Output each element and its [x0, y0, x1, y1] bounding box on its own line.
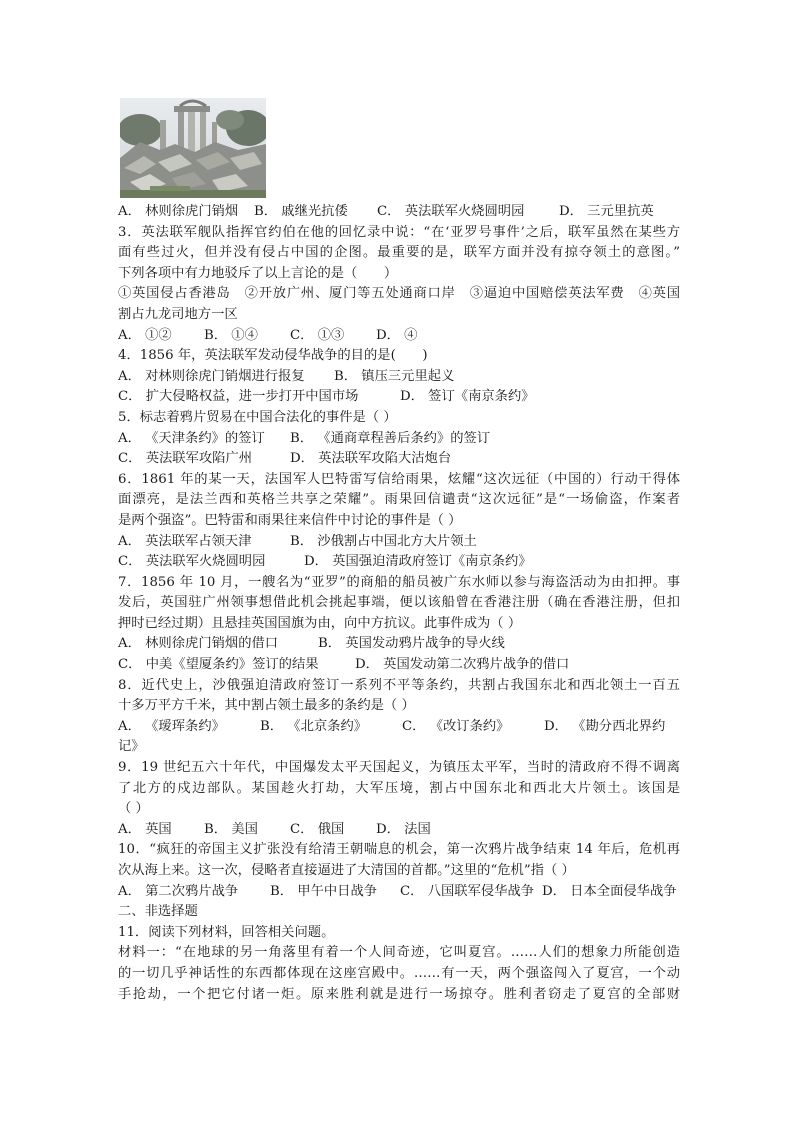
question-content: [118, 202, 680, 1005]
q5-stem: 5．标志着鸦片贸易在中国合法化的事件是（ ）: [118, 409, 397, 425]
q10-option-d[interactable]: D． 日本全面侵华战争: [542, 883, 677, 899]
q11-material-line-3: 手抢劫，一个把它付诸一炬。原来胜利就是进行一场掠夺。胜利者窃走了夏宫的全部财: [118, 986, 680, 1002]
q8-option-b[interactable]: B． 《北京条约》: [260, 718, 368, 734]
q4-option-c[interactable]: C． 扩大侵略权益，进一步打开中国市场: [118, 389, 359, 405]
q5-option-d[interactable]: D． 英法联军攻陷大沽炮台: [290, 451, 452, 467]
q3-stem-line-2: 面有些过火，但并没有侵占中国的企图。最重要的是，联军方面并没有掠夺领土的意图。”: [118, 245, 680, 261]
q8-options: [118, 717, 680, 738]
q11-material-line-1: 材料一：“在地球的另一角落里有着一个人间奇迹，它叫夏宫。……人们的想象力所能创造: [118, 945, 680, 961]
q5-options-row-1: [118, 429, 680, 450]
q6-option-d[interactable]: D． 英国强迫清政府签订《南京条约》: [304, 554, 532, 570]
q9-option-a[interactable]: A． 英国: [118, 821, 172, 837]
q11-material-line-2: 的一切几乎神话性的东西都体现在这座宫殿中。……有一天，两个强盗闯入了夏宫，一个动: [118, 965, 680, 981]
q9-option-d[interactable]: D． 法国: [376, 821, 431, 837]
q10-options: [118, 882, 680, 903]
q8-option-d[interactable]: D． 《勘分西北界约: [544, 718, 666, 734]
q3-option-a[interactable]: A． ①②: [118, 327, 172, 343]
q6-option-a[interactable]: A． 英法联军占领天津: [118, 533, 252, 549]
q4-stem: 4．1856 年，英法联军发动侵华战争的目的是( ): [118, 348, 428, 364]
q6-stem-line-2: 面漂亮，是法兰西和英格兰共享之荣耀”。雨果回信谴责“这次远征”是“一场偷盗，作案者: [118, 492, 680, 508]
q8-option-d-wrap: 记》: [118, 739, 145, 755]
q5-option-c[interactable]: C． 英法联军攻陷广州: [118, 451, 253, 467]
q7-option-c[interactable]: C． 中美《望厦条约》签订的结果: [118, 657, 319, 673]
q9-stem-line-3: （ ）: [118, 801, 149, 817]
q11-stem: 11．阅读下列材料，回答相关问题。: [118, 924, 335, 940]
q7-stem-line-2: 发后，英国驻广州领事想借此机会挑起事端，便以该船曾在香港注册（确在香港注册，但扣: [118, 595, 680, 611]
q10-stem-line-2: 次从海上来。这一次，侵略者直接逼进了大清国的首都。”这里的“危机”指（ ）: [118, 863, 575, 878]
q3-stem-line-3: 下列各项中有力地驳斥了以上言论的是（ ）: [118, 265, 398, 281]
q6-option-c[interactable]: C． 英法联军火烧圆明园: [118, 554, 266, 570]
q6-options-row-2: [118, 552, 680, 573]
q2-option-a[interactable]: A． 林则徐虎门销烟: [118, 204, 239, 219]
q7-stem-line-1: 7．1856 年 10 月，一艘名为“亚罗”的商船的船员被广东水师以参与海盗活动为由扣押。事: [118, 574, 680, 590]
q3-option-c[interactable]: C． ①③: [290, 327, 345, 343]
q2-option-b[interactable]: B． 戚继光抗倭: [254, 204, 348, 219]
q4-options-row-2: [118, 387, 680, 408]
q4-option-d[interactable]: D． 签订《南京条约》: [400, 389, 535, 405]
q6-stem-line-3: 是两个强盗”。巴特雷和雨果往来信件中讨论的事件是（ ）: [118, 512, 462, 528]
q5-options-row-2: [118, 449, 680, 470]
q9-stem-line-2: 了北方的戍边部队。某国趁火打劫，大军压境，割占中国东北和西北大片领土。该国是: [118, 780, 680, 796]
q7-stem-line-3: 押时已经过期）且悬挂英国国旗为由，向中方抗议。此事件成为（ ）: [118, 615, 522, 631]
q4-option-b[interactable]: B． 镇压三元里起义: [334, 368, 455, 384]
q10-option-c[interactable]: C． 八国联军侵华战争: [400, 883, 535, 899]
q5-option-a[interactable]: A． 《天津条约》的签订: [118, 430, 265, 446]
q10-option-b[interactable]: B． 甲午中日战争: [270, 883, 378, 899]
q7-option-b[interactable]: B． 英国发动鸦片战争的导火线: [318, 636, 505, 652]
q4-options-row-1: [118, 367, 680, 388]
q6-options-row-1: [118, 532, 680, 553]
q9-options: [118, 820, 680, 841]
ruins-photo: [120, 98, 266, 198]
q3-stem-line-1: 3．英法联军舰队指挥官约伯在他的回忆录中说：“在‘亚罗号事件’之后，联军虽然在某些方: [118, 224, 680, 240]
q9-option-c[interactable]: C． 俄国: [290, 821, 345, 837]
q9-stem-line-1: 9．19 世纪五六十年代，中国爆发太平天国起义，为镇压太平军，当时的清政府不得不调离: [118, 760, 680, 776]
q7-option-a[interactable]: A． 林则徐虎门销烟的借口: [118, 636, 279, 652]
q7-option-d[interactable]: D． 英国发动第二次鸦片战争的借口: [355, 657, 570, 673]
q2-option-d[interactable]: D． 三元里抗英: [559, 204, 654, 219]
q9-option-b[interactable]: B． 美国: [204, 821, 258, 837]
q7-options-row-1: [118, 634, 680, 655]
q4-option-a[interactable]: A． 对林则徐虎门销烟进行报复: [118, 368, 305, 384]
section-heading: 二、非选择题: [118, 904, 198, 920]
q3-option-b[interactable]: B． ①④: [204, 327, 258, 343]
q8-option-c[interactable]: C． 《改订条约》: [402, 718, 510, 734]
q5-option-b[interactable]: B． 《通商章程善后条约》的签订: [290, 430, 491, 446]
q6-stem-line-1: 6．1861 年的某一天，法国军人巴特雷写信给雨果，炫耀“这次远征（中国的）行动干得体: [118, 471, 680, 487]
q8-stem-line-2: 十多万平方千米，其中割占领土最多的条约是（ ）: [118, 698, 415, 714]
q10-option-a[interactable]: A． 第二次鸦片战争: [118, 883, 239, 899]
q2-options: [118, 202, 680, 223]
q6-option-b[interactable]: B． 沙俄割占中国北方大片领土: [290, 533, 477, 549]
q3-items-line-1: ①英国侵占香港岛 ②开放广州、厦门等五处通商口岸 ③逼迫中国赔偿英法军费 ④英国: [118, 286, 680, 302]
q3-options: [118, 326, 680, 347]
ruins-photo-image: [120, 98, 266, 198]
q8-stem-line-1: 8．近代史上，沙俄强迫清政府签订一系列不平等条约，共割占我国东北和西北领土一百五: [118, 677, 680, 693]
q3-option-d[interactable]: D． ④: [376, 327, 418, 343]
q3-items-line-2: 割占九龙司地方一区: [118, 306, 238, 322]
q10-stem-line-1: 10．“疯狂的帝国主义扩张没有给清王朝喘息的机会，第一次鸦片战争结束 14 年后，危机再: [118, 842, 680, 858]
q7-options-row-2: [118, 655, 680, 676]
q2-option-c[interactable]: C． 英法联军火烧圆明园: [377, 204, 525, 219]
q8-option-a[interactable]: A． 《瑷珲条约》: [118, 718, 225, 734]
